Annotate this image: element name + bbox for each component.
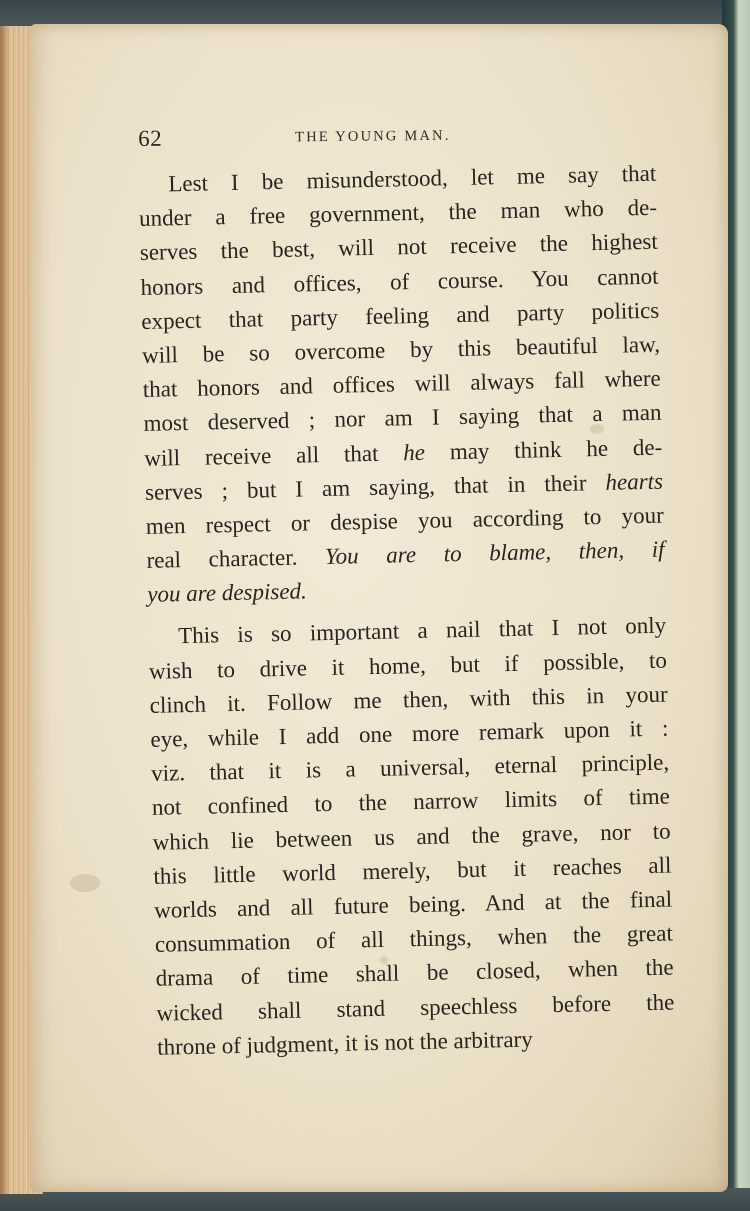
text-run: real character. bbox=[146, 544, 326, 573]
text-run: drama of time shall be closed, when the bbox=[155, 954, 674, 992]
text-run: serves the best, will not receive the highest bbox=[139, 229, 659, 266]
text-run: under a free government, the man who de- bbox=[138, 194, 658, 232]
text-run: clinch it. Follow me then, with this in your bbox=[149, 681, 668, 718]
text-run: This is so important a nail that I not only bbox=[177, 613, 667, 649]
text-run: consummation of all things, when the great bbox=[154, 920, 674, 957]
page-number: 62 bbox=[138, 125, 163, 151]
text-run: most deserved ; nor am I saying that a man bbox=[143, 399, 662, 437]
text-run: viz. that it is a universal, eternal principle, bbox=[150, 749, 670, 787]
running-head-title: THE YOUNG MAN. bbox=[295, 127, 451, 146]
text-run: may think he de- bbox=[424, 434, 663, 465]
italic-text: hearts bbox=[605, 468, 664, 495]
text-run: wicked shall stand speechless before the bbox=[156, 989, 675, 1026]
text-run: worlds and all future being. And at the final bbox=[153, 886, 673, 923]
text-run: wish to drive it home, but if possible, to bbox=[148, 647, 668, 684]
body-text bbox=[138, 157, 675, 1065]
paragraph bbox=[148, 609, 676, 1065]
italic-text: he bbox=[402, 439, 426, 465]
text-run: throne of judgment, it is not the arbitrary bbox=[156, 1026, 533, 1060]
text-run: will be so overcome by this beautiful law, bbox=[141, 331, 661, 368]
text-run: Lest I be misunderstood, let me say that bbox=[168, 160, 657, 197]
paragraph bbox=[138, 157, 666, 613]
running-head bbox=[138, 121, 658, 160]
italic-text: You are to blame, then, if bbox=[324, 536, 665, 570]
italic-text: you are despised. bbox=[147, 578, 308, 608]
text-run: will receive all that bbox=[144, 439, 404, 471]
text-run: not confined to the narrow limits of time bbox=[151, 783, 671, 821]
text-run: serves ; but I am saying, that in their bbox=[144, 469, 606, 505]
page-edge-shadow bbox=[0, 26, 10, 1194]
text-run: this little world merely, but it reaches all bbox=[153, 852, 672, 889]
text-run: eye, while I add one more remark upon it : bbox=[150, 715, 669, 752]
text-run: men respect or despise you according to your bbox=[145, 502, 664, 539]
paper-stain bbox=[70, 874, 100, 892]
text-run: which lie between us and the grave, nor to bbox=[152, 818, 671, 855]
text-run: expect that party feeling and party politics bbox=[141, 297, 660, 334]
text-run: that honors and offices will always fall where bbox=[142, 365, 661, 403]
text-run: honors and offices, of course. You cannot bbox=[140, 263, 659, 300]
